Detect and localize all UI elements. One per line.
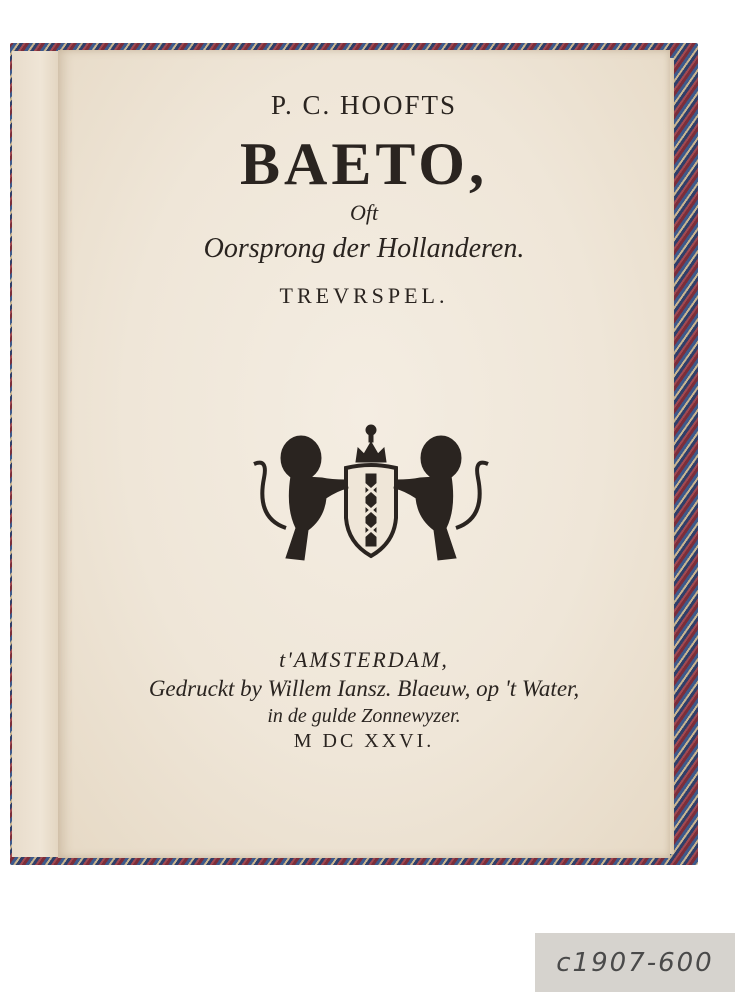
coat-of-arms-lions-icon [246,418,496,570]
imprint-address: in de gulde Zonnewyzer. [267,705,461,727]
book-title: BAETO, [240,131,488,197]
imprint-printer: Gedruckt by Willem Iansz. Blaeuw, op 't Water, [148,676,580,701]
imprint-year: M DC XXVI. [293,730,435,752]
catalog-label [535,933,735,992]
author-line: P. C. HOOFTS [270,90,458,120]
left-page-edge [12,51,61,857]
imprint-place: t'AMSTERDAM, [279,647,449,672]
book-subtitle: Oorsprong der Hollanderen. [203,233,525,264]
catalog-label-text: c1907-600 [556,947,714,978]
title-page [58,50,670,858]
genre-line: TREVRSPEL. [279,283,449,308]
connector-word: Oft [349,200,379,225]
